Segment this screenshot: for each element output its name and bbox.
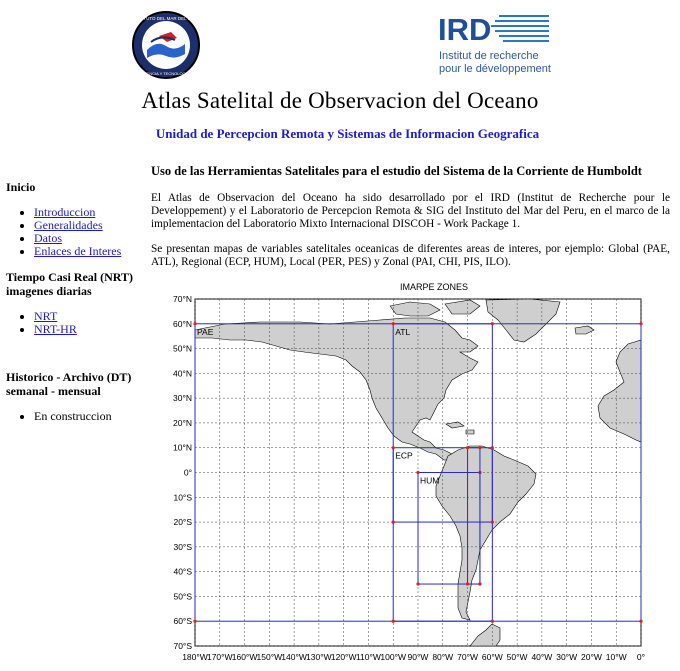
- y-tick-label: 10°N: [173, 442, 192, 453]
- y-tick-label: 40°S: [173, 566, 192, 577]
- y-tick-label: 40°N: [173, 368, 192, 379]
- zone-vertex: [478, 446, 481, 449]
- intro-paragraph: El Atlas de Observacion del Oceano ha sido desarrollado por el IRD (Institut de Recherche pour le Developpement) y el Laboratorio de Percepcion Remota & SIG del Instituto del Mar del Peru, en el marco de la implementacion del Laboratorio Mixto Internacional DISCOH - Work Package 1.: [151, 192, 670, 230]
- y-tick-label: 30°S: [173, 541, 192, 552]
- zone-vertex: [392, 322, 395, 325]
- zone-vertex: [639, 620, 642, 623]
- x-tick-label: 80°W: [432, 652, 454, 662]
- zone-label: ECP: [395, 450, 413, 461]
- x-tick-label: 170°W: [206, 652, 233, 662]
- x-tick-label: 160°W: [231, 652, 258, 662]
- zone-label: PAE: [197, 326, 214, 337]
- zones-paragraph: Se presentan mapas de variables satelitales oceanicas de diferentes areas de interes, por ejemplo: Global (PAE, ATL), Regional (ECP, HUM), Local (PER, PES) y Zonal (PAI, CHI, PIS, ILO).: [151, 243, 670, 268]
- zone-vertex: [416, 582, 419, 585]
- zone-vertex: [491, 446, 494, 449]
- x-tick-label: 10°W: [605, 652, 627, 662]
- zone-vertex: [478, 582, 481, 585]
- zone-vertex: [491, 620, 494, 623]
- x-tick-label: 130°W: [306, 652, 332, 662]
- y-tick-label: 30°N: [173, 393, 192, 404]
- x-tick-label: 100°W: [380, 652, 407, 662]
- zone-vertex: [193, 620, 196, 623]
- zone-vertex: [193, 322, 196, 325]
- x-tick-label: 120°W: [330, 652, 357, 662]
- y-tick-label: 70°N: [173, 294, 192, 304]
- zone-label: ATL: [395, 326, 411, 337]
- y-tick-label: 70°S: [173, 641, 192, 651]
- y-tick-label: 0°: [183, 467, 192, 478]
- sidebar-heading-inicio: Inicio: [6, 180, 36, 194]
- x-tick-label: 60°W: [481, 652, 503, 662]
- zone-vertex: [392, 446, 395, 449]
- zone-vertex: [392, 620, 395, 623]
- x-tick-label: 20°W: [580, 652, 602, 662]
- page-title: Atlas Satelital de Observacion del Oceano: [141, 88, 539, 113]
- ird-tagline-line2: pour le développement: [439, 63, 551, 75]
- x-tick-label: 90°W: [407, 652, 429, 662]
- zone-vertex: [491, 520, 494, 523]
- y-tick-label: 50°N: [173, 343, 192, 354]
- ird-tagline-line1: Institut de recherche: [439, 50, 539, 62]
- y-tick-label: 60°S: [173, 616, 192, 627]
- zone-vertex: [466, 446, 469, 449]
- zone-vertex: [392, 520, 395, 523]
- sidebar-heading-nrt: Tiempo Casi Real (NRT) imagenes diarias: [6, 270, 134, 298]
- sidebar-heading-historico: Historico - Archivo (DT) semanal - mensual: [6, 370, 132, 398]
- page-subtitle: Unidad de Percepcion Remota y Sistemas de Informacion Geografica: [155, 126, 540, 141]
- map-title: IMARPE ZONES: [400, 282, 469, 292]
- x-tick-label: 70°W: [457, 652, 479, 662]
- link-introduccion[interactable]: Introduccion: [34, 205, 96, 219]
- link-enlaces-de-interes[interactable]: Enlaces de Interes: [34, 244, 122, 258]
- link-generalidades[interactable]: Generalidades: [34, 218, 103, 232]
- y-tick-label: 10°S: [173, 492, 192, 503]
- x-tick-label: 140°W: [281, 652, 307, 662]
- x-tick-label: 50°W: [506, 652, 528, 662]
- x-tick-label: 180°W: [182, 652, 208, 662]
- zone-vertex: [639, 322, 642, 325]
- x-tick-label: 30°W: [556, 652, 578, 662]
- x-tick-label: 110°W: [355, 652, 381, 662]
- x-tick-label: 150°W: [256, 652, 283, 662]
- list-item: • En construccion: [34, 410, 146, 423]
- imarpe-logo-text: INSTITUTO DEL MAR DEL PERU: [131, 16, 201, 21]
- y-tick-label: 20°S: [173, 517, 192, 528]
- x-tick-label: 0°: [636, 652, 646, 662]
- y-tick-label: 20°N: [173, 417, 192, 428]
- zone-label: HUM: [420, 475, 440, 486]
- x-tick-label: 40°W: [531, 652, 553, 662]
- y-tick-label: 60°N: [173, 318, 192, 329]
- zone-vertex: [466, 582, 469, 585]
- zone-vertex: [491, 322, 494, 325]
- link-nrt[interactable]: NRT: [34, 309, 58, 323]
- ird-logo-text: IRD: [438, 12, 492, 46]
- link-datos[interactable]: Datos: [34, 231, 62, 245]
- link-nrt-hr[interactable]: NRT-HR: [34, 322, 77, 336]
- zone-vertex: [416, 471, 419, 474]
- imarpe-logo-subtext: CIENCIA Y TECNOLOGIA: [142, 71, 190, 76]
- y-tick-label: 50°S: [173, 591, 192, 602]
- main-heading: Uso de las Herramientas Satelitales para el estudio del Sistema de la Corriente de Humboldt: [151, 164, 642, 178]
